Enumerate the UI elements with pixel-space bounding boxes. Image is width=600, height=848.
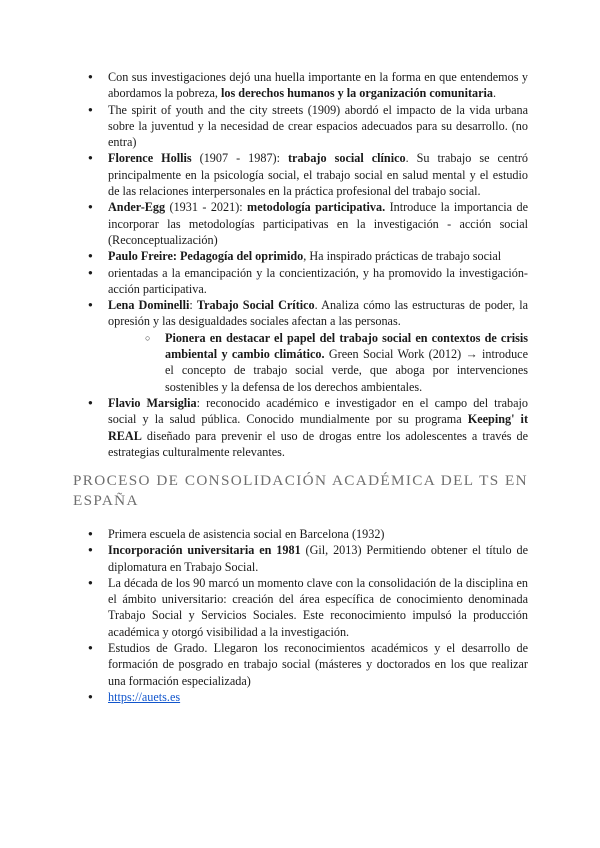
person-dates: (1931 - 2021): [165, 200, 248, 215]
item-text: Primera escuela de asistencia social en Barcelona (1932) [108, 527, 385, 541]
item-text: (Gil, 2013) Permitiendo obtener el título de diplomatura en Trabajo Social. [108, 543, 528, 574]
item-text: orientadas a la emancipación y la concientización, y ha promovido la investigación-acción participativa. [108, 265, 528, 296]
person-name: Flavio Marsiglia [108, 395, 197, 410]
item-text: Con sus investigaciones dejó una huella importante en la forma en que entendemos y abordamos la pobreza, [108, 70, 528, 101]
item-bold: Pionera en destacar el papel del trabajo social en contextos de crisis ambiental y cambio climático. [165, 330, 528, 362]
item-text: The spirit of youth and the city streets (1909) abordó el impacto de la vida urbana sobre la juventud y la necesidad de crear espacios adecuados para su desarrollo. (no entra) [108, 102, 528, 150]
list-item [88, 395, 528, 460]
list-item [88, 150, 528, 199]
person-dates: (1907 - 1987): [191, 151, 288, 166]
item-text: La década de los 90 marcó un momento clave con la consolidación de la disciplina en el ámbito universitario: creación del área específica de conocimiento denominada Trabajo Social y Servicios Sociales. Este reconocimiento impulsó la producción académica y otorgó visibilidad a la investigación. [108, 575, 528, 639]
list-item [88, 575, 528, 640]
list-item [88, 199, 528, 248]
list-item [88, 102, 528, 151]
item-text: . Analiza cómo las estructuras de poder, la opresión y las desigualdades sociales afectan a las personas. [108, 298, 528, 329]
item-text: : [189, 298, 197, 313]
list-item [88, 265, 528, 298]
sub-list [108, 330, 528, 395]
list-item [88, 69, 528, 102]
work-title: Keeping' it REAL [108, 412, 529, 443]
item-text: , Ha inspirado prácticas de trabajo social [303, 249, 502, 264]
item-text: : reconocido académico e investigador en el campo del trabajo social y la salud pública. Conocido mundialmente por su programa [108, 395, 529, 427]
sub-list-item [145, 330, 528, 395]
item-bold: Paulo Freire: Pedagogía del oprimido [108, 249, 304, 264]
list-item [88, 689, 528, 705]
work-title: metodología participativa. [247, 200, 386, 215]
list-item [88, 526, 528, 542]
section-heading: PROCESO DE CONSOLIDACIÓN ACADÉMICA DEL TS EN ESPAÑA [73, 472, 528, 509]
item-bold: los derechos humanos y la organización comunitaria [221, 86, 494, 101]
item-text: . Su trabajo se centró principalmente en la psicología social, el trabajo social en salud mental y el estudio de las relaciones interpersonales en la práctica profesional del trabajo social. [108, 151, 528, 199]
list-item [88, 297, 528, 395]
work-title: Trabajo Social Crítico [196, 298, 315, 313]
person-name: Ander-Egg [108, 200, 166, 215]
item-text: Introduce la importancia de incorporar las metodologías participativas en la investigación - acción social (Reconceptualización) [108, 200, 528, 247]
item-text: . [493, 86, 497, 101]
item-bold: Incorporación universitaria en 1981 [108, 543, 301, 558]
list-item [88, 542, 528, 575]
item-text: Green Social Work (2012) → introduce el concepto de trabajo social verde, que aboga por intervenciones sostenibles y la defensa de los derechos ambientales. [165, 347, 528, 394]
person-name: Lena Dominelli [108, 298, 190, 313]
bullet-list-consolidation [88, 526, 528, 705]
list-item [88, 640, 528, 689]
item-text: Estudios de Grado. Llegaron los reconocimientos académicos y el desarrollo de formación de posgrado en trabajo social (másteres y doctorados en los que realizar una formación especializada) [108, 641, 528, 688]
item-text: diseñado para prevenir el uso de drogas entre los adolescentes a través de estrategias culturalmente relevantes. [108, 428, 528, 459]
list-item [88, 248, 528, 264]
person-name: Florence Hollis [108, 151, 192, 166]
bullet-list-researchers [88, 69, 528, 460]
auets-link[interactable]: https://auets.es [108, 689, 181, 704]
work-title: trabajo social clínico [288, 151, 406, 166]
